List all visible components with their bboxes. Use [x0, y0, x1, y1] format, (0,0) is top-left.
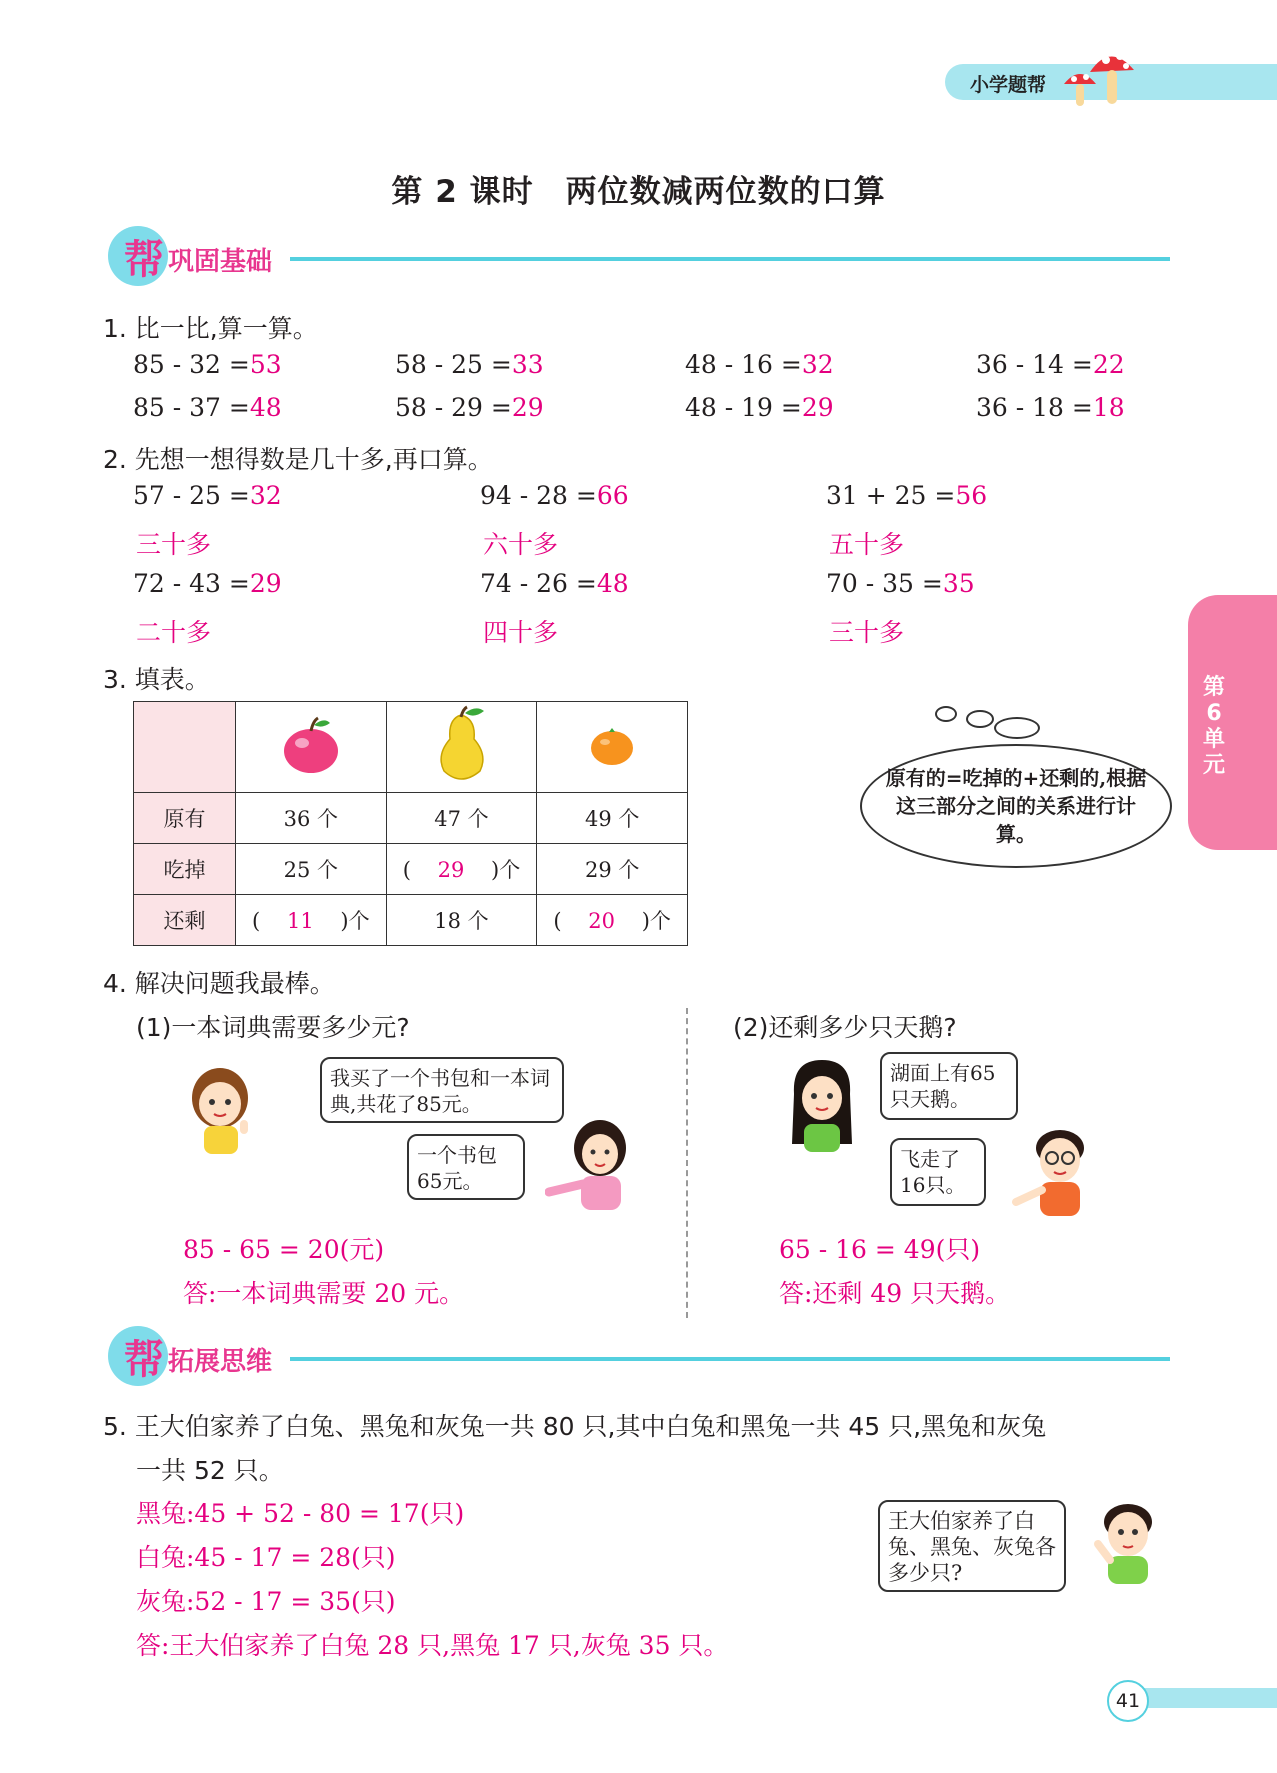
q2-estimate: 六十多 — [483, 530, 559, 559]
brand-label: 小学题帮 — [970, 74, 1047, 96]
table-cell: 36 个 — [236, 793, 387, 844]
q4-p1-calc: 85 - 65 = 20(元) — [183, 1235, 385, 1264]
q2-estimate: 五十多 — [829, 530, 905, 559]
pear-icon — [430, 705, 492, 785]
thought-dot — [994, 717, 1040, 739]
orange-icon — [587, 723, 637, 767]
q4-p2-question: (2)还剩多少只天鹅? — [733, 1013, 957, 1042]
mushroom-icon — [1060, 44, 1140, 112]
q2-item: 74 - 26 =48 — [480, 569, 629, 598]
section-title-basics: 巩固基础 — [168, 247, 273, 277]
q5-line: 黑兔:45 + 52 - 80 = 17(只) — [136, 1499, 465, 1528]
thought-dot — [966, 710, 994, 728]
q3-title: 3. 填表。 — [103, 665, 210, 694]
table-cell: 18 个 — [386, 895, 537, 946]
apple-icon — [280, 715, 342, 775]
table-answer-cell: ( 20 )个 — [537, 895, 688, 946]
speech-bubble: 我买了一个书包和一本词典,共花了85元。 — [320, 1057, 564, 1123]
table-cell: 49 个 — [537, 793, 688, 844]
q1-item: 36 - 14 =22 — [976, 350, 1125, 379]
table-header-cell — [236, 702, 387, 793]
q1-item: 58 - 29 =29 — [395, 393, 544, 422]
table-corner-cell — [134, 702, 236, 793]
boy-thinking-icon — [1088, 1496, 1168, 1586]
table-header-cell — [386, 702, 537, 793]
q4-p2-calc: 65 - 16 = 49(只) — [779, 1235, 981, 1264]
q4-title: 4. 解决问题我最棒。 — [103, 969, 335, 998]
q5-title-line2: 一共 52 只。 — [136, 1456, 284, 1485]
section-divider — [290, 257, 1170, 261]
q2-item: 72 - 43 =29 — [133, 569, 282, 598]
q2-item: 70 - 35 =35 — [826, 569, 975, 598]
section-divider — [290, 1357, 1170, 1361]
boy-glasses-icon — [1010, 1122, 1096, 1218]
section-title-extension: 拓展思维 — [168, 1347, 273, 1377]
q1-title: 1. 比一比,算一算。 — [103, 314, 318, 343]
thought-dot — [935, 706, 957, 722]
table-row-header: 原有 — [134, 793, 236, 844]
page-title: 第 2 课时 两位数减两位数的口算 — [391, 174, 886, 210]
q5-line: 灰兔:52 - 17 = 35(只) — [136, 1587, 396, 1616]
speech-bubble: 一个书包65元。 — [407, 1134, 525, 1200]
section-bang: 帮 — [124, 1337, 164, 1383]
table-answer-cell: ( 29 )个 — [386, 844, 537, 895]
q1-item: 48 - 19 =29 — [685, 393, 834, 422]
girl-icon — [180, 1060, 260, 1156]
table-cell: 47 个 — [386, 793, 537, 844]
q1-item: 85 - 37 =48 — [133, 393, 282, 422]
unit-tab-label: 第6单元 — [1202, 675, 1225, 778]
q1-item: 58 - 25 =33 — [395, 350, 544, 379]
q2-title: 2. 先想一想得数是几十多,再口算。 — [103, 445, 493, 474]
hint-text: 原有的=吃掉的+还剩的,根据这三部分之间的关系进行计算。 — [885, 766, 1147, 846]
q4-p1-answer: 答:一本词典需要 20 元。 — [183, 1279, 465, 1308]
girl-long-hair-icon — [782, 1054, 862, 1154]
q1-item: 48 - 16 =32 — [685, 350, 834, 379]
speech-bubble: 湖面上有65只天鹅。 — [880, 1052, 1018, 1120]
q2-estimate: 三十多 — [136, 530, 212, 559]
page-number: 41 — [1107, 1680, 1149, 1722]
table-header-cell — [537, 702, 688, 793]
q4-p2-answer: 答:还剩 49 只天鹅。 — [779, 1279, 1011, 1308]
table-cell: 29 个 — [537, 844, 688, 895]
woman-icon — [545, 1118, 635, 1210]
page-number-bar — [1140, 1688, 1277, 1708]
q5-line: 白兔:45 - 17 = 28(只) — [136, 1543, 396, 1572]
table-row-header: 吃掉 — [134, 844, 236, 895]
fruit-table — [133, 701, 688, 946]
q1-item: 36 - 18 =18 — [976, 393, 1125, 422]
dashed-divider — [686, 1008, 688, 1318]
q2-item: 94 - 28 =66 — [480, 481, 629, 510]
q5-answer: 答:王大伯家养了白兔 28 只,黑兔 17 只,灰兔 35 只。 — [136, 1631, 729, 1660]
q2-item: 31 + 25 =56 — [826, 481, 988, 510]
q2-estimate: 三十多 — [829, 618, 905, 647]
table-row-header: 还剩 — [134, 895, 236, 946]
speech-bubble: 飞走了16只。 — [890, 1138, 986, 1206]
q2-item: 57 - 25 =32 — [133, 481, 282, 510]
q4-p1-question: (1)一本词典需要多少元? — [136, 1013, 410, 1042]
q2-estimate: 二十多 — [136, 618, 212, 647]
q2-estimate: 四十多 — [483, 618, 559, 647]
speech-bubble: 王大伯家养了白兔、黑兔、灰兔各多少只? — [878, 1500, 1066, 1592]
section-bang: 帮 — [124, 237, 164, 283]
q1-item: 85 - 32 =53 — [133, 350, 282, 379]
table-cell: 25 个 — [236, 844, 387, 895]
table-answer-cell: ( 11 )个 — [236, 895, 387, 946]
q5-title-line1: 5. 王大伯家养了白兔、黑兔和灰兔一共 80 只,其中白兔和黑兔一共 45 只,黑兔和灰兔 — [103, 1412, 1047, 1441]
